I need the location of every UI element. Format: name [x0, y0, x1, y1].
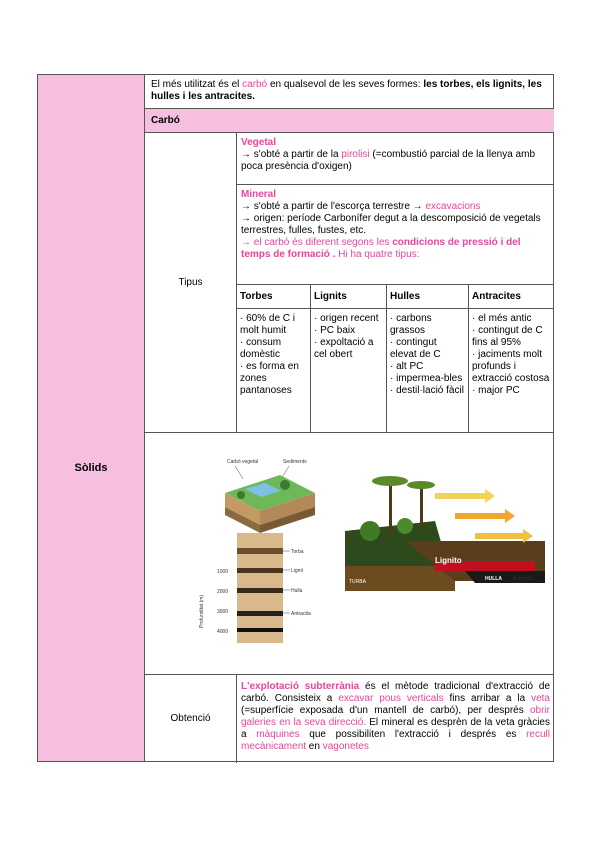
- vegetal-text: (=combustió parcial de la llenya amb poca presència d'oxigen): [241, 149, 536, 172]
- vegetal-cell: [237, 133, 554, 185]
- tipus-label: [145, 133, 237, 433]
- type-details: [311, 309, 386, 365]
- strata-diagram: [185, 453, 335, 653]
- type-column: [469, 285, 554, 432]
- strata-layer-label: Torba: [291, 549, 304, 555]
- strata-top-label: Carbó vegetal: [227, 459, 259, 465]
- obtencio-part: que possibiliten l'extracció i després es: [299, 729, 527, 740]
- type-item: · destil·lació fàcil: [390, 385, 464, 396]
- section-sidebar: [38, 75, 145, 761]
- type-column: [237, 285, 311, 432]
- obtencio-label-text: Obtenció: [170, 713, 211, 724]
- strata-axis-label: Profunditat (m): [199, 594, 205, 628]
- strata-depth: 2000: [217, 589, 229, 595]
- strata-layer-label: Lignit: [291, 568, 303, 574]
- type-details: [237, 309, 310, 401]
- mineral-text: → s'obté a partir de l'escorça terrestre →: [241, 201, 426, 212]
- strata-depth: 4000: [217, 629, 229, 635]
- intro-part: El més utilitzat és el: [151, 79, 243, 90]
- obtencio-part: (=superfície exposada d'un mantell de carbó), per després: [241, 705, 530, 716]
- strata-depth: 1000: [217, 569, 229, 575]
- strata-layer-label: Antracita: [291, 611, 311, 617]
- obtencio-highlight: excavar pous verticals: [338, 693, 444, 704]
- obtencio-highlight: veta: [531, 693, 550, 704]
- type-item: · jaciments molt profunds i extracció costosa: [472, 349, 550, 384]
- section-label: Sòlids: [74, 462, 108, 474]
- obtencio-part: fins arribar a la: [443, 693, 532, 704]
- mineral-highlight: excavacions: [425, 201, 481, 212]
- obtencio-part: és el mètode tradicional d'extracció de carbó. Consisteix a: [241, 681, 551, 704]
- type-item: · PC baix: [314, 325, 356, 336]
- obtencio-text: [237, 675, 554, 763]
- obtencio-highlight: vagonetes: [322, 741, 369, 752]
- mineral-highlight: Hi ha quatre tipus:: [335, 249, 420, 260]
- intro-part: en qualsevol de les seves formes:: [267, 79, 424, 90]
- type-details: [469, 309, 554, 401]
- strata-top-label: Sediments: [283, 459, 307, 465]
- vegetal-desc: [241, 149, 550, 173]
- mineral-line: → origen: període Carbonífer degut a la descomposició de vegetals terrestres, fulles, fustes, etc.: [241, 213, 541, 236]
- intro-text: [145, 75, 554, 109]
- obtencio-highlight: màquines: [256, 729, 300, 740]
- type-item: · impermea-bles: [390, 373, 463, 384]
- type-item: · carbons grassos: [390, 313, 432, 336]
- illustrations-row: [145, 433, 554, 675]
- carbo-header: Carbó: [145, 109, 554, 133]
- type-item: · contingut elevat de C: [390, 337, 441, 360]
- vegetal-highlight: pirolisi: [341, 149, 370, 160]
- type-item: · el més antic: [472, 313, 532, 324]
- type-name: Torbes: [237, 285, 310, 309]
- type-item: · major PC: [472, 385, 520, 396]
- type-name: Hulles: [387, 285, 468, 309]
- obtencio-part: El mineral es desprèn de la veta gràcies a: [241, 717, 550, 740]
- type-name: Lignits: [311, 285, 386, 309]
- obtencio-highlight: L'explotació subterrània: [241, 681, 360, 692]
- obtencio-highlight: recull mecànicament: [241, 729, 550, 752]
- vegetal-text: → s'obté a partir de la: [241, 149, 342, 160]
- type-item: · expoltació a cel obert: [314, 337, 374, 360]
- type-column: [311, 285, 387, 432]
- strata-layer-label: Hulla: [291, 588, 303, 594]
- type-item: · alt PC: [390, 361, 424, 372]
- obtencio-part: en: [306, 741, 323, 752]
- strata-depth: 3000: [217, 609, 229, 615]
- formation-label: TURBA: [349, 579, 366, 585]
- content-table: [37, 74, 554, 762]
- mineral-line: [241, 201, 550, 213]
- obtencio-highlight: obrir galeries en la seva direcció.: [241, 705, 550, 728]
- intro-highlight: carbó: [242, 79, 268, 90]
- type-name: Antracites: [469, 285, 554, 309]
- mineral-highlight: → el carbó és diferent segons les: [241, 237, 393, 248]
- type-column: [387, 285, 469, 432]
- type-item: · 60% de C i molt humit: [240, 313, 296, 336]
- type-details: [387, 309, 468, 401]
- formation-label: Lignito: [435, 556, 462, 565]
- coal-formation-diagram: [345, 471, 545, 601]
- mineral-highlight-bold: condicions de pressió i del temps de formació .: [241, 237, 521, 260]
- mineral-line: [241, 237, 550, 261]
- obtencio-label: [145, 675, 237, 763]
- vegetal-title: Vegetal: [241, 137, 277, 148]
- mineral-cell: [237, 185, 554, 285]
- type-item: · origen recent: [314, 313, 379, 324]
- type-item: · consum domèstic: [240, 337, 282, 360]
- types-table: [237, 285, 554, 433]
- type-item: · contingut de C fins al 95%: [472, 325, 543, 348]
- type-item: · es forma en zones pantanoses: [240, 361, 299, 396]
- formation-label: HULLA: [485, 576, 502, 582]
- mineral-title: Mineral: [241, 189, 277, 200]
- tipus-label-text: Tipus: [178, 276, 203, 288]
- formation-label: Antracita: [513, 576, 533, 582]
- intro-forms: les torbes, els lignits, les hulles i les antracites.: [151, 79, 542, 102]
